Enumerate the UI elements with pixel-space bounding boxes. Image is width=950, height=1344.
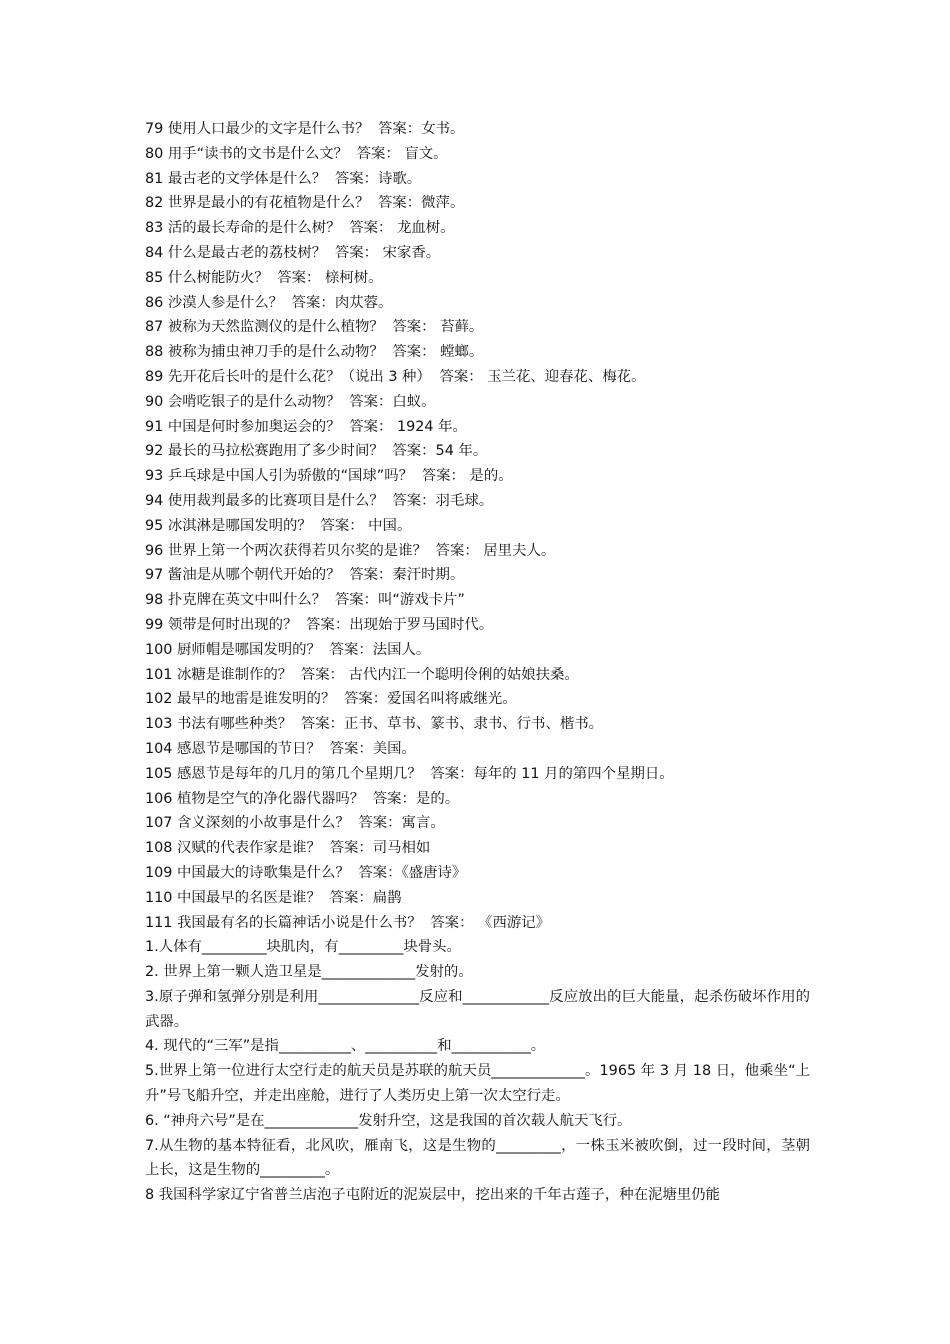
answer-text: 答案： 古代内江一个聪明伶俐的姑娘扶桑。 [300, 666, 579, 683]
qa-line [145, 365, 810, 390]
question-text: 111 我国最有名的长篇神话小说是什么书？ [145, 914, 422, 931]
question-text: 109 中国最大的诗歌集是什么？ [145, 864, 350, 881]
qa-line [145, 216, 810, 241]
answer-text: 答案： 榇柯树。 [277, 269, 383, 286]
answer-text: 答案：秦汗时期。 [349, 567, 465, 584]
qa-line [145, 787, 810, 812]
question-text: 92 最长的马拉松赛跑用了多少时间？ [145, 443, 384, 460]
qa-line [145, 415, 810, 440]
question-text: 110 中国最早的名医是谁？ [145, 889, 321, 906]
answer-text: 答案：羽毛球。 [392, 492, 494, 509]
answer-text: 答案： 是的。 [421, 468, 513, 485]
qa-line [145, 563, 810, 588]
answer-text: 答案：是的。 [372, 790, 460, 807]
qa-line [145, 762, 810, 787]
question-text: 101 冰糖是谁制作的？ [145, 666, 293, 683]
answer-text: 答案： 盲文。 [356, 145, 448, 162]
answer-text: 答案：白蚁。 [349, 393, 436, 410]
question-text: 81 最古老的文学体是什么？ [145, 170, 327, 187]
answer-text: 答案：法国人。 [329, 641, 431, 658]
question-text: 90 会啃吃银子的是什么动物？ [145, 393, 341, 410]
question-text: 89 先开花后长叶的是什么花？（说出 3 种） [145, 368, 431, 385]
fill-in-question: 1.人体有_________块肌肉，有_________块骨头。 [145, 939, 461, 956]
answer-text: 答案：出现始于罗马国时代。 [306, 616, 494, 633]
qa-line [145, 142, 810, 167]
answer-text: 答案： 宋家香。 [334, 244, 441, 261]
question-text: 99 领带是何时出现的？ [145, 616, 298, 633]
question-text: 97 酱油是从哪个朝代开始的？ [145, 567, 341, 584]
answer-text: 答案： 居里夫人。 [435, 542, 556, 559]
question-text: 96 世界上第一个两次获得若贝尔奖的是谁？ [145, 542, 427, 559]
question-text: 93 乒乓球是中国人引为骄傲的“国球”吗？ [145, 468, 414, 485]
answer-text: 答案： 螳螂。 [392, 344, 484, 361]
qa-line [145, 340, 810, 365]
question-text: 88 被称为捕虫神刀手的是什么动物？ [145, 344, 384, 361]
fill-in-question: 5.世界上第一位进行太空行走的航天员是苏联的航天员_____________。1965 年 3 月 18 日，他乘坐“上升”号飞船升空，并走出座舱，进行了人类历史上第一次太空行走。 [145, 1063, 810, 1105]
fill-in-question: 3.原子弹和氢弹分别是利用______________反应和____________反应放出的巨大能量，起杀伤破坏作用的武器。 [145, 988, 810, 1030]
answer-text: 答案： 中国。 [320, 517, 412, 534]
qa-line [145, 613, 810, 638]
question-text: 105 感恩节是每年的几月的第几个星期几？ [145, 765, 422, 782]
answer-text: 答案：每年的 11 月的第四个星期日。 [430, 765, 674, 782]
qa-line [145, 737, 810, 762]
question-text: 103 书法有哪些种类？ [145, 716, 293, 733]
fill-in-blank-list [145, 935, 810, 1208]
question-text: 80 用手“读书的文书是什么文？ [145, 145, 349, 162]
answer-text: 答案：女书。 [377, 121, 465, 137]
question-text: 94 使用裁判最多的比赛项目是什么？ [145, 492, 384, 509]
qa-line [145, 390, 810, 415]
question-text: 106 植物是空气的净化器代器吗？ [145, 790, 365, 807]
answer-text: 答案： 玉兰花、迎春花、梅花。 [439, 368, 646, 385]
qa-line [145, 464, 810, 489]
question-text: 108 汉赋的代表作家是谁？ [145, 840, 321, 857]
question-text: 98 扑克牌在英文中叫什么？ [145, 592, 327, 609]
fill-in-question: 2. 世界上第一颗人造卫星是_____________发射的。 [145, 964, 473, 981]
fill-in-question: 7.从生物的基本特征看，北风吹，雁南飞，这是生物的_________，一株玉米被吹倒，过一段时间，茎朝上长，这是生物的_________。 [145, 1137, 810, 1179]
qa-line [145, 886, 810, 911]
question-text: 100 厨师帽是哪国发明的？ [145, 641, 321, 658]
question-text: 85 什么树能防火？ [145, 269, 269, 286]
question-text: 84 什么是最古老的荔枝树？ [145, 244, 327, 261]
qa-line [145, 836, 810, 861]
fill-in-question: 4. 现代的“三军”是指__________、__________和___________。 [145, 1038, 546, 1055]
fill-in-question: 6. “神舟六号”是在_____________发射升空，这是我国的首次载人航天飞行。 [145, 1112, 632, 1129]
question-text: 82 世界是最小的有花植物是什么？ [145, 195, 370, 212]
qa-line [145, 315, 810, 340]
qa-line [145, 911, 810, 936]
answer-text: 答案：扁鹊 [329, 889, 402, 906]
question-text: 102 最早的地雷是谁发明的？ [145, 691, 336, 708]
qa-line [145, 117, 810, 142]
answer-text: 答案： 《西游记》 [430, 914, 551, 931]
qa-line [145, 712, 810, 737]
question-text: 91 中国是何时参加奥运会的？ [145, 418, 341, 435]
qa-line [145, 811, 810, 836]
question-text: 107 含义深刻的小故事是什么？ [145, 815, 350, 832]
question-text: 83 活的最长寿命的是什么树？ [145, 220, 341, 237]
answer-text: 答案：微萍。 [377, 195, 465, 212]
qa-line [145, 663, 810, 688]
document-body [145, 117, 810, 1208]
qa-line [145, 687, 810, 712]
qa-line [145, 167, 810, 192]
qa-line [145, 191, 810, 216]
answer-text: 答案：正书、草书、篆书、隶书、行书、楷书。 [300, 716, 604, 733]
qa-line [145, 291, 810, 316]
answer-text: 答案：《盛唐诗》 [358, 864, 467, 881]
answer-text: 答案：美国。 [329, 740, 416, 757]
qa-line [145, 638, 810, 663]
qa-line [145, 439, 810, 464]
answer-text: 答案：叫“游戏卡片” [334, 592, 465, 609]
qa-line [145, 241, 810, 266]
qa-line [145, 539, 810, 564]
answer-text: 答案： 1924 年。 [349, 418, 467, 435]
answer-text: 答案： 苔藓。 [392, 319, 484, 336]
answer-text: 答案：司马相如 [329, 840, 431, 857]
qa-line [145, 514, 810, 539]
answer-text: 答案：肉苁蓉。 [291, 294, 393, 311]
qa-line [145, 588, 810, 613]
question-text: 104 感恩节是哪国的节日？ [145, 740, 321, 757]
question-text: 95 冰淇淋是哪国发明的？ [145, 517, 312, 534]
qa-line [145, 266, 810, 291]
answer-text: 答案：54 年。 [392, 443, 488, 460]
question-text: 87 被称为天然监测仪的是什么植物？ [145, 319, 384, 336]
answer-text: 答案：寓言。 [358, 815, 445, 832]
answer-text: 答案：爱国名叫将戚继光。 [343, 691, 517, 708]
answer-text: 答案：诗歌。 [334, 170, 422, 187]
question-text: 79 使用人口最少的文字是什么书？ [145, 121, 370, 137]
fill-in-question: 8 我国科学家辽宁省普兰店泡子屯附近的泥炭层中，挖出来的千年古莲子，种在泥塘里仍能 [145, 1187, 720, 1204]
answer-text: 答案： 龙血树。 [349, 220, 455, 237]
question-text: 86 沙漠人参是什么？ [145, 294, 284, 311]
qa-line [145, 489, 810, 514]
qa-line [145, 861, 810, 886]
quiz-qa-list [145, 117, 810, 935]
